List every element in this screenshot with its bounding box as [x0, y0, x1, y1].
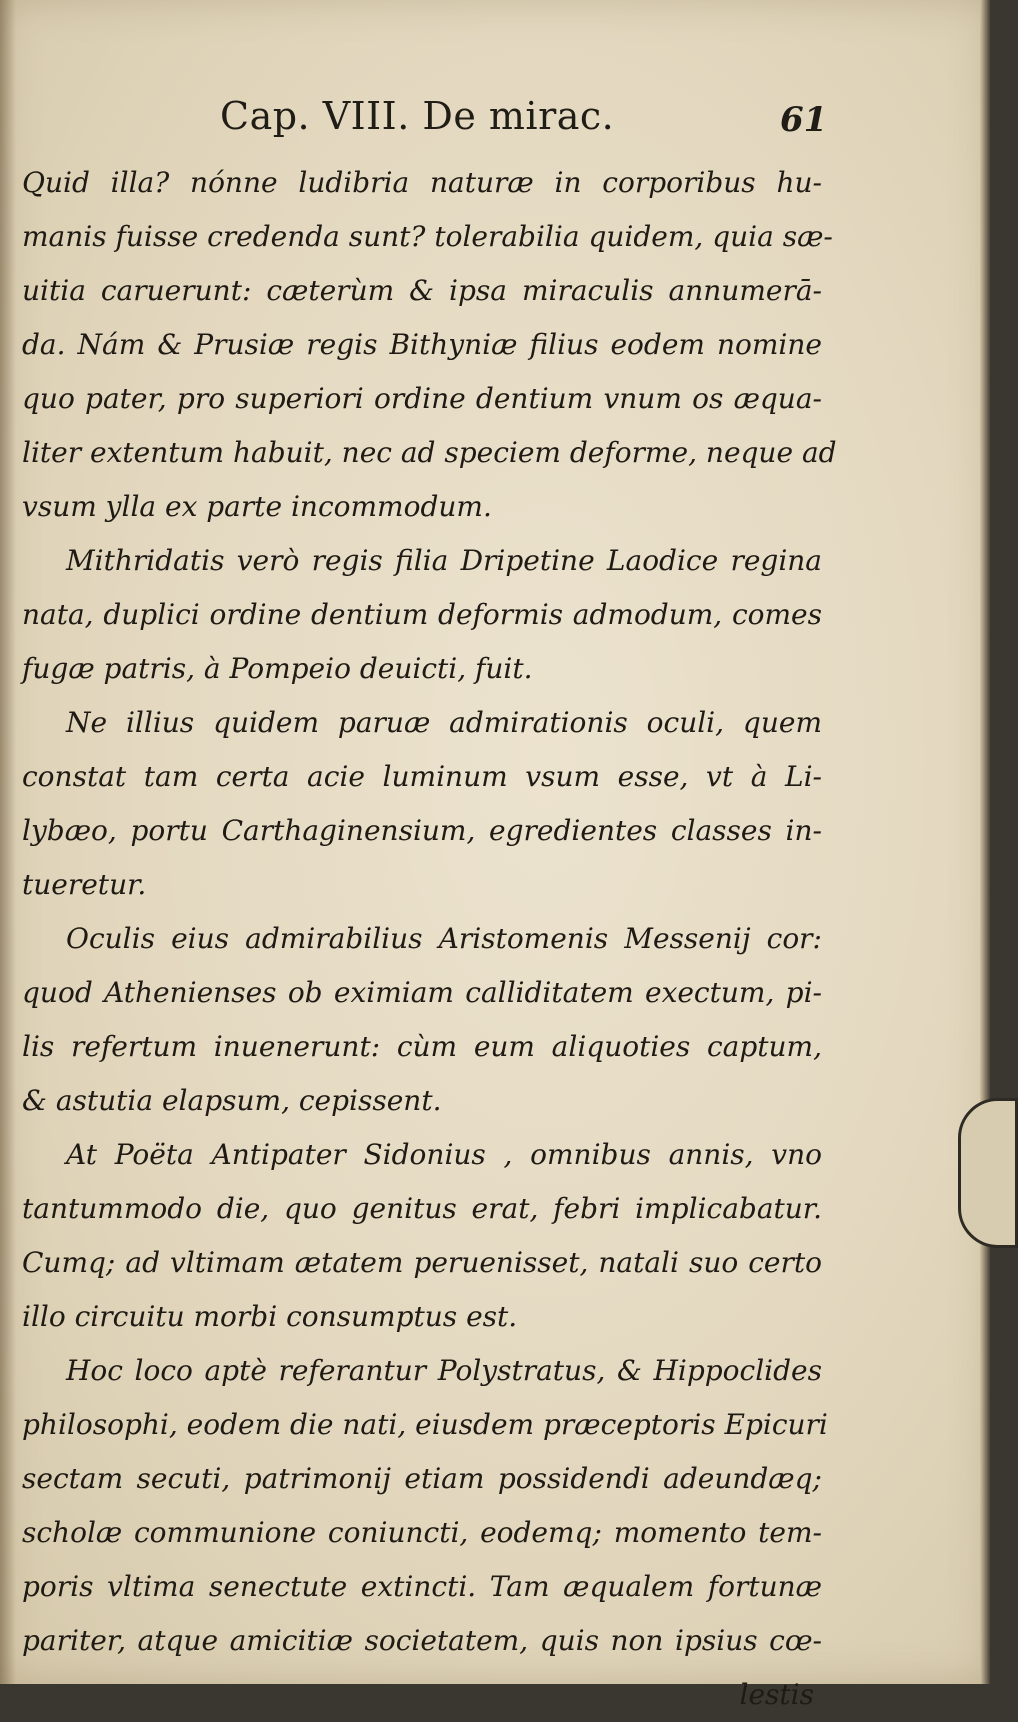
text-line: tueretur. — [22, 868, 147, 901]
text-line: scholæ communione coniuncti, eodemq; momento tem- — [22, 1516, 822, 1549]
text-line: lis refertum inuenerunt: cùm eum aliquoties captum, — [22, 1030, 822, 1063]
text-line: manis fuisse credenda sunt? tolerabilia quidem, quia sæ- — [22, 220, 833, 253]
spine-shadow — [0, 0, 16, 1684]
text-line: Cumq; ad vltimam ætatem peruenisset, natali suo certo — [22, 1246, 822, 1279]
text-line: pariter, atque amicitiæ societatem, quis non ipsius cœ- — [22, 1624, 822, 1657]
text-line: lybæo, portu Carthaginensium, egredientes classes in- — [22, 814, 822, 847]
page-header — [220, 92, 840, 144]
text-line: Mithridatis verò regis filia Dripetine Laodice regina — [66, 544, 822, 577]
text-line: poris vltima senectute extincti. Tam æqualem fortunæ — [22, 1570, 822, 1603]
text-line: uitia caruerunt: cæterùm & ipsa miraculis annumerā- — [22, 274, 822, 307]
text-line: & astutia elapsum, cepissent. — [22, 1084, 442, 1117]
text-line: liter extentum habuit, nec ad speciem deforme, neque ad — [22, 436, 837, 469]
body-text — [22, 156, 837, 1722]
text-line: At Poëta Antipater Sidonius , omnibus annis, vno — [66, 1138, 822, 1171]
text-line: da. Nám & Prusiæ regis Bithyniæ filius eodem nomine — [22, 328, 822, 361]
page-edge — [980, 0, 990, 1684]
text-line: constat tam certa acie luminum vsum esse, vt à Li- — [22, 760, 822, 793]
text-line: sectam secuti, patrimonij etiam possidendi adeundæq; — [22, 1462, 822, 1495]
catchword: lestis — [739, 1678, 814, 1711]
text-line: Quid illa? nónne ludibria naturæ in corporibus hu- — [22, 166, 822, 199]
text-line: quo pater, pro superiori ordine dentium vnum os æqua- — [22, 382, 822, 415]
text-line: fugæ patris, à Pompeio deuicti, fuit. — [22, 652, 533, 685]
book-clasp — [958, 1098, 1018, 1248]
text-line: quod Athenienses ob eximiam calliditatem exectum, pi- — [22, 976, 822, 1009]
text-line: philosophi, eodem die nati, eiusdem præceptoris Epicuri — [22, 1408, 828, 1441]
text-line: vsum ylla ex parte incommodum. — [22, 490, 492, 523]
text-line: Hoc loco aptè referantur Polystratus, & Hippoclides — [66, 1354, 822, 1387]
page-number: 61 — [780, 100, 828, 140]
text-line: Ne illius quidem paruæ admirationis oculi, quem — [66, 706, 822, 739]
running-head: Cap. VIII. De mirac. — [220, 94, 615, 138]
text-line: illo circuitu morbi consumptus est. — [22, 1300, 518, 1333]
text-line: nata, duplici ordine dentium deformis admodum, comes — [22, 598, 822, 631]
text-line: tantummodo die, quo genitus erat, febri implicabatur. — [22, 1192, 822, 1225]
text-line: Oculis eius admirabilius Aristomenis Messenij cor: — [66, 922, 822, 955]
